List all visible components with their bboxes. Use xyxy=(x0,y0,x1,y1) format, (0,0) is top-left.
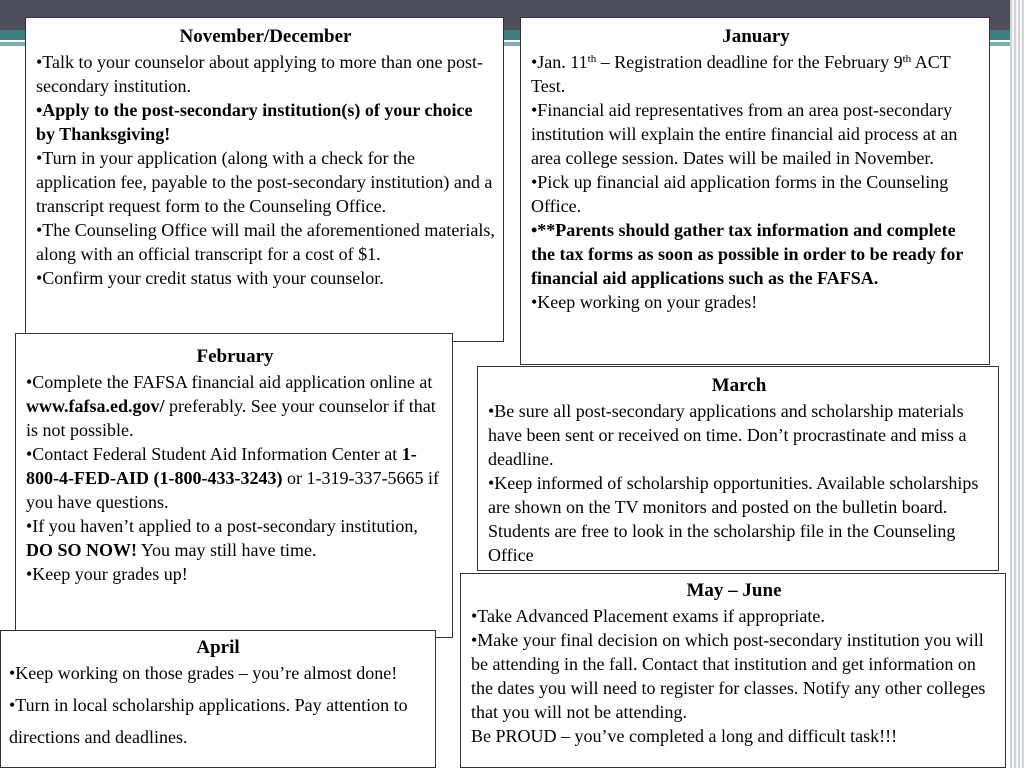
january-box xyxy=(520,17,990,365)
january-item: •Financial aid representatives from an area post-secondary institution will explain the entire financial aid process at an area college session. Dates will be mailed in November. xyxy=(531,100,958,168)
january-title: January xyxy=(722,26,790,47)
april-title: April xyxy=(196,637,240,658)
january-item xyxy=(531,50,981,98)
april-item: •Keep working on those grades – you’re almost done! xyxy=(9,663,398,683)
february-item-text: •Complete the FAFSA financial aid application online at xyxy=(26,372,433,392)
november-item: •The Counseling Office will mail the aforementioned materials, along with an official transcript for a cost of $1. xyxy=(36,220,495,264)
february-item xyxy=(26,442,444,514)
february-item-bold: DO SO NOW! xyxy=(26,540,138,560)
april-box xyxy=(0,630,436,768)
march-item: •Be sure all post-secondary applications and scholarship materials have been sent or received on time. Don’t procrastinate and miss a deadline. xyxy=(488,401,967,469)
february-item xyxy=(26,514,444,562)
february-item: •Keep your grades up! xyxy=(26,564,188,584)
march-title: March xyxy=(711,375,767,396)
may-june-item: •Make your final decision on which post-secondary institution you will be attending in the fall. Contact that institution and get information on the dates you will need to register for classes. Notify any other colleges that you will not be attending. xyxy=(471,630,986,722)
january-item xyxy=(531,218,981,290)
may-june-item: Be PROUD – you’ve completed a long and difficult task!!! xyxy=(471,726,898,746)
may-june-item: •Take Advanced Placement exams if appropriate. xyxy=(471,606,825,626)
november-item-bold: •Apply to the post-secondary institution(s) of your choice by Thanksgiving! xyxy=(36,100,473,144)
february-item-text: or 1-319-337-5665 if you have questions. xyxy=(26,468,439,512)
february-item-text: You may still have time. xyxy=(137,540,317,560)
january-item: •Keep working on your grades! xyxy=(531,292,758,312)
november-december-title: November/December xyxy=(179,26,352,47)
january-item-text: – Registration deadline for the February 9 xyxy=(596,52,903,72)
february-item xyxy=(26,370,444,442)
april-item: •Turn in local scholarship applications. Pay attention to directions and deadlines. xyxy=(9,695,408,747)
january-item-text: ACT Test. xyxy=(531,52,951,96)
february-item-text: preferably. See your counselor if that is not possible. xyxy=(26,396,436,440)
november-item: •Confirm your credit status with your counselor. xyxy=(36,268,384,288)
november-item xyxy=(36,98,495,146)
february-item-text: •If you haven’t applied to a post-secondary institution, xyxy=(26,516,418,536)
november-item: •Talk to your counselor about applying to more than one post-secondary institution. xyxy=(36,52,483,96)
ordinal-suffix: th xyxy=(587,53,597,65)
january-item-bold: •**Parents should gather tax information and complete the tax forms as soon as possible in order to be ready for financial aid applications such as the FAFSA. xyxy=(531,220,963,288)
phone-number: 1-800-4-FED-AID (1-800-433-3243) xyxy=(26,444,417,488)
march-box xyxy=(477,366,999,571)
november-item: •Turn in your application (along with a check for the application fee, payable to the post-secondary institution) and a transcript request form to the Counseling Office. xyxy=(36,148,493,216)
november-december-box xyxy=(25,17,504,342)
slide-edge-texture xyxy=(1010,0,1024,768)
may-june-box xyxy=(460,573,1006,768)
ordinal-suffix: th xyxy=(902,53,912,65)
february-title: February xyxy=(196,346,274,367)
february-item-text: •Contact Federal Student Aid Information Center at xyxy=(26,444,402,464)
may-june-title: May – June xyxy=(686,580,782,601)
march-item: •Keep informed of scholarship opportunities. Available scholarships are shown on the TV monitors and posted on the bulletin board. Students are free to look in the scholarship file in the Counseling Office xyxy=(488,473,979,565)
fafsa-link: www.fafsa.ed.gov/ xyxy=(26,396,165,416)
january-item: •Pick up financial aid application forms in the Counseling Office. xyxy=(531,172,949,216)
january-item-text: •Jan. 11 xyxy=(531,52,588,72)
february-box xyxy=(15,333,453,638)
